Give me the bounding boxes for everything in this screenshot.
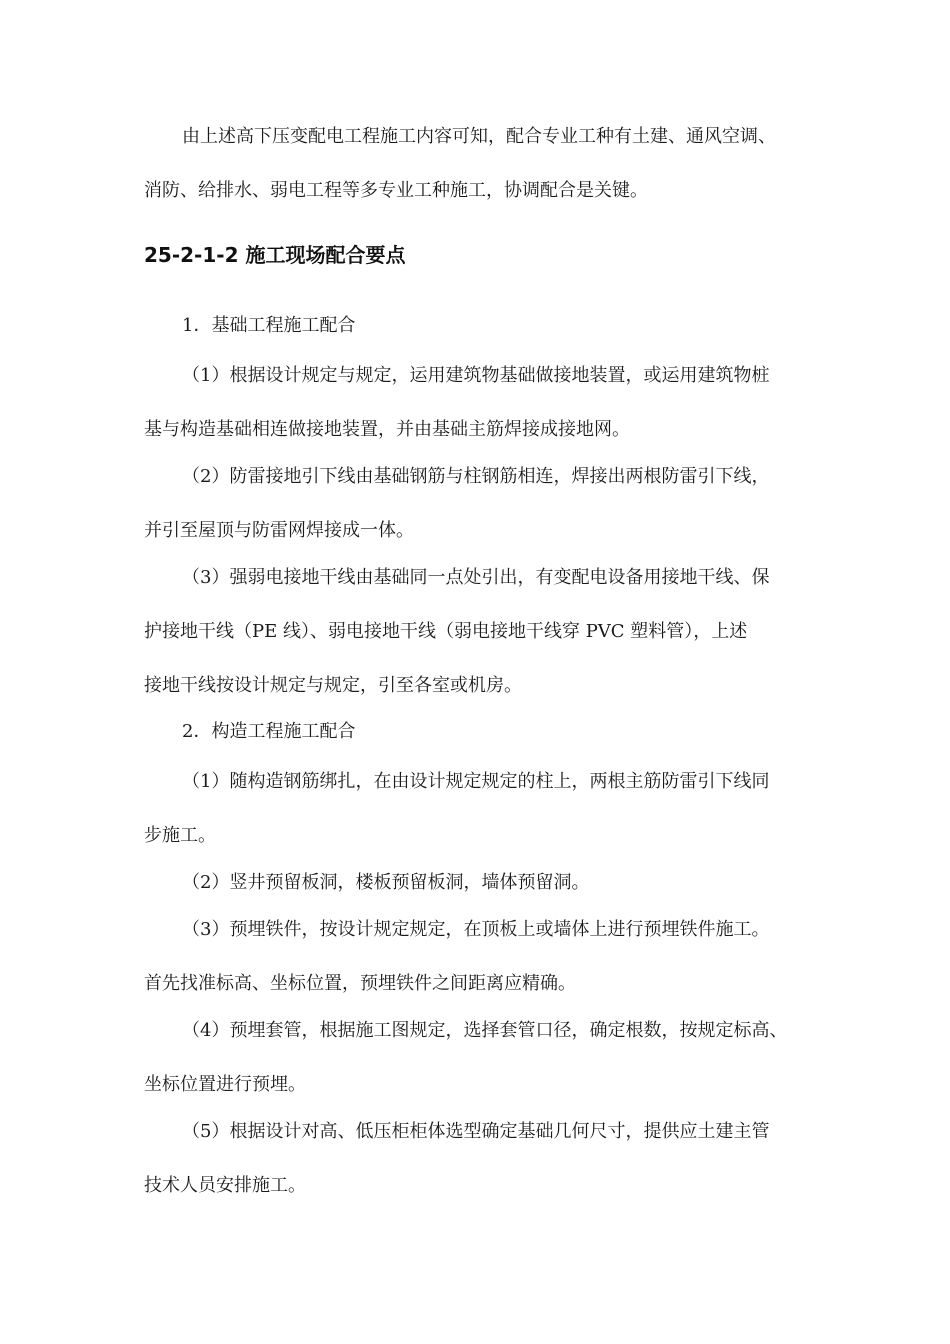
item1-p3-line1: （3）强弱电接地干线由基础同一点处引出，有变配电设备用接地干线、保 <box>182 567 770 588</box>
item2-p3-line1: （3）预埋铁件，按设计规定规定，在顶板上或墙体上进行预埋铁件施工。 <box>182 919 770 940</box>
item1-p1-line2: 基与构造基础相连做接地装置，并由基础主筋焊接成接地网。 <box>144 419 630 440</box>
item1-title: 1．基础工程施工配合 <box>182 315 356 336</box>
item2-p4-line1: （4）预埋套管，根据施工图规定，选择套管口径，确定根数，按规定标高、 <box>182 1020 788 1041</box>
item1-p1-line1: （1）根据设计规定与规定，运用建筑物基础做接地装置，或运用建筑物桩 <box>182 365 770 386</box>
item2-title: 2．构造工程施工配合 <box>182 721 356 742</box>
item1-p2-line1: （2）防雷接地引下线由基础钢筋与柱钢筋相连，焊接出两根防雷引下线， <box>182 466 770 487</box>
item2-p2-line1: （2）竖井预留板洞，楼板预留板洞，墙体预留洞。 <box>182 872 590 893</box>
item2-p1-line2: 步施工。 <box>144 825 216 846</box>
item2-p5-line1: （5）根据设计对高、低压柜柜体选型确定基础几何尺寸，提供应土建主管 <box>182 1121 770 1142</box>
intro-line-1: 由上述高下压变配电工程施工内容可知，配合专业工种有土建、通风空调、 <box>182 126 776 147</box>
item1-p2-line2: 并引至屋顶与防雷网焊接成一体。 <box>144 520 414 541</box>
item2-p4-line2: 坐标位置进行预埋。 <box>144 1074 306 1095</box>
item2-p5-line2: 技术人员安排施工。 <box>144 1175 306 1196</box>
item1-p3-line2: 护接地干线（PE 线）、弱电接地干线（弱电接地干线穿 PVC 塑料管），上述 <box>144 621 748 642</box>
intro-line-2: 消防、给排水、弱电工程等多专业工种施工，协调配合是关键。 <box>144 180 648 201</box>
item2-p3-line2: 首先找准标高、坐标位置，预埋铁件之间距离应精确。 <box>144 973 576 994</box>
section-heading: 25-2-1-2 施工现场配合要点 <box>144 243 406 267</box>
item1-p3-line3: 接地干线按设计规定与规定，引至各室或机房。 <box>144 675 522 696</box>
item2-p1-line1: （1）随构造钢筋绑扎，在由设计规定规定的柱上，两根主筋防雷引下线同 <box>182 771 770 792</box>
